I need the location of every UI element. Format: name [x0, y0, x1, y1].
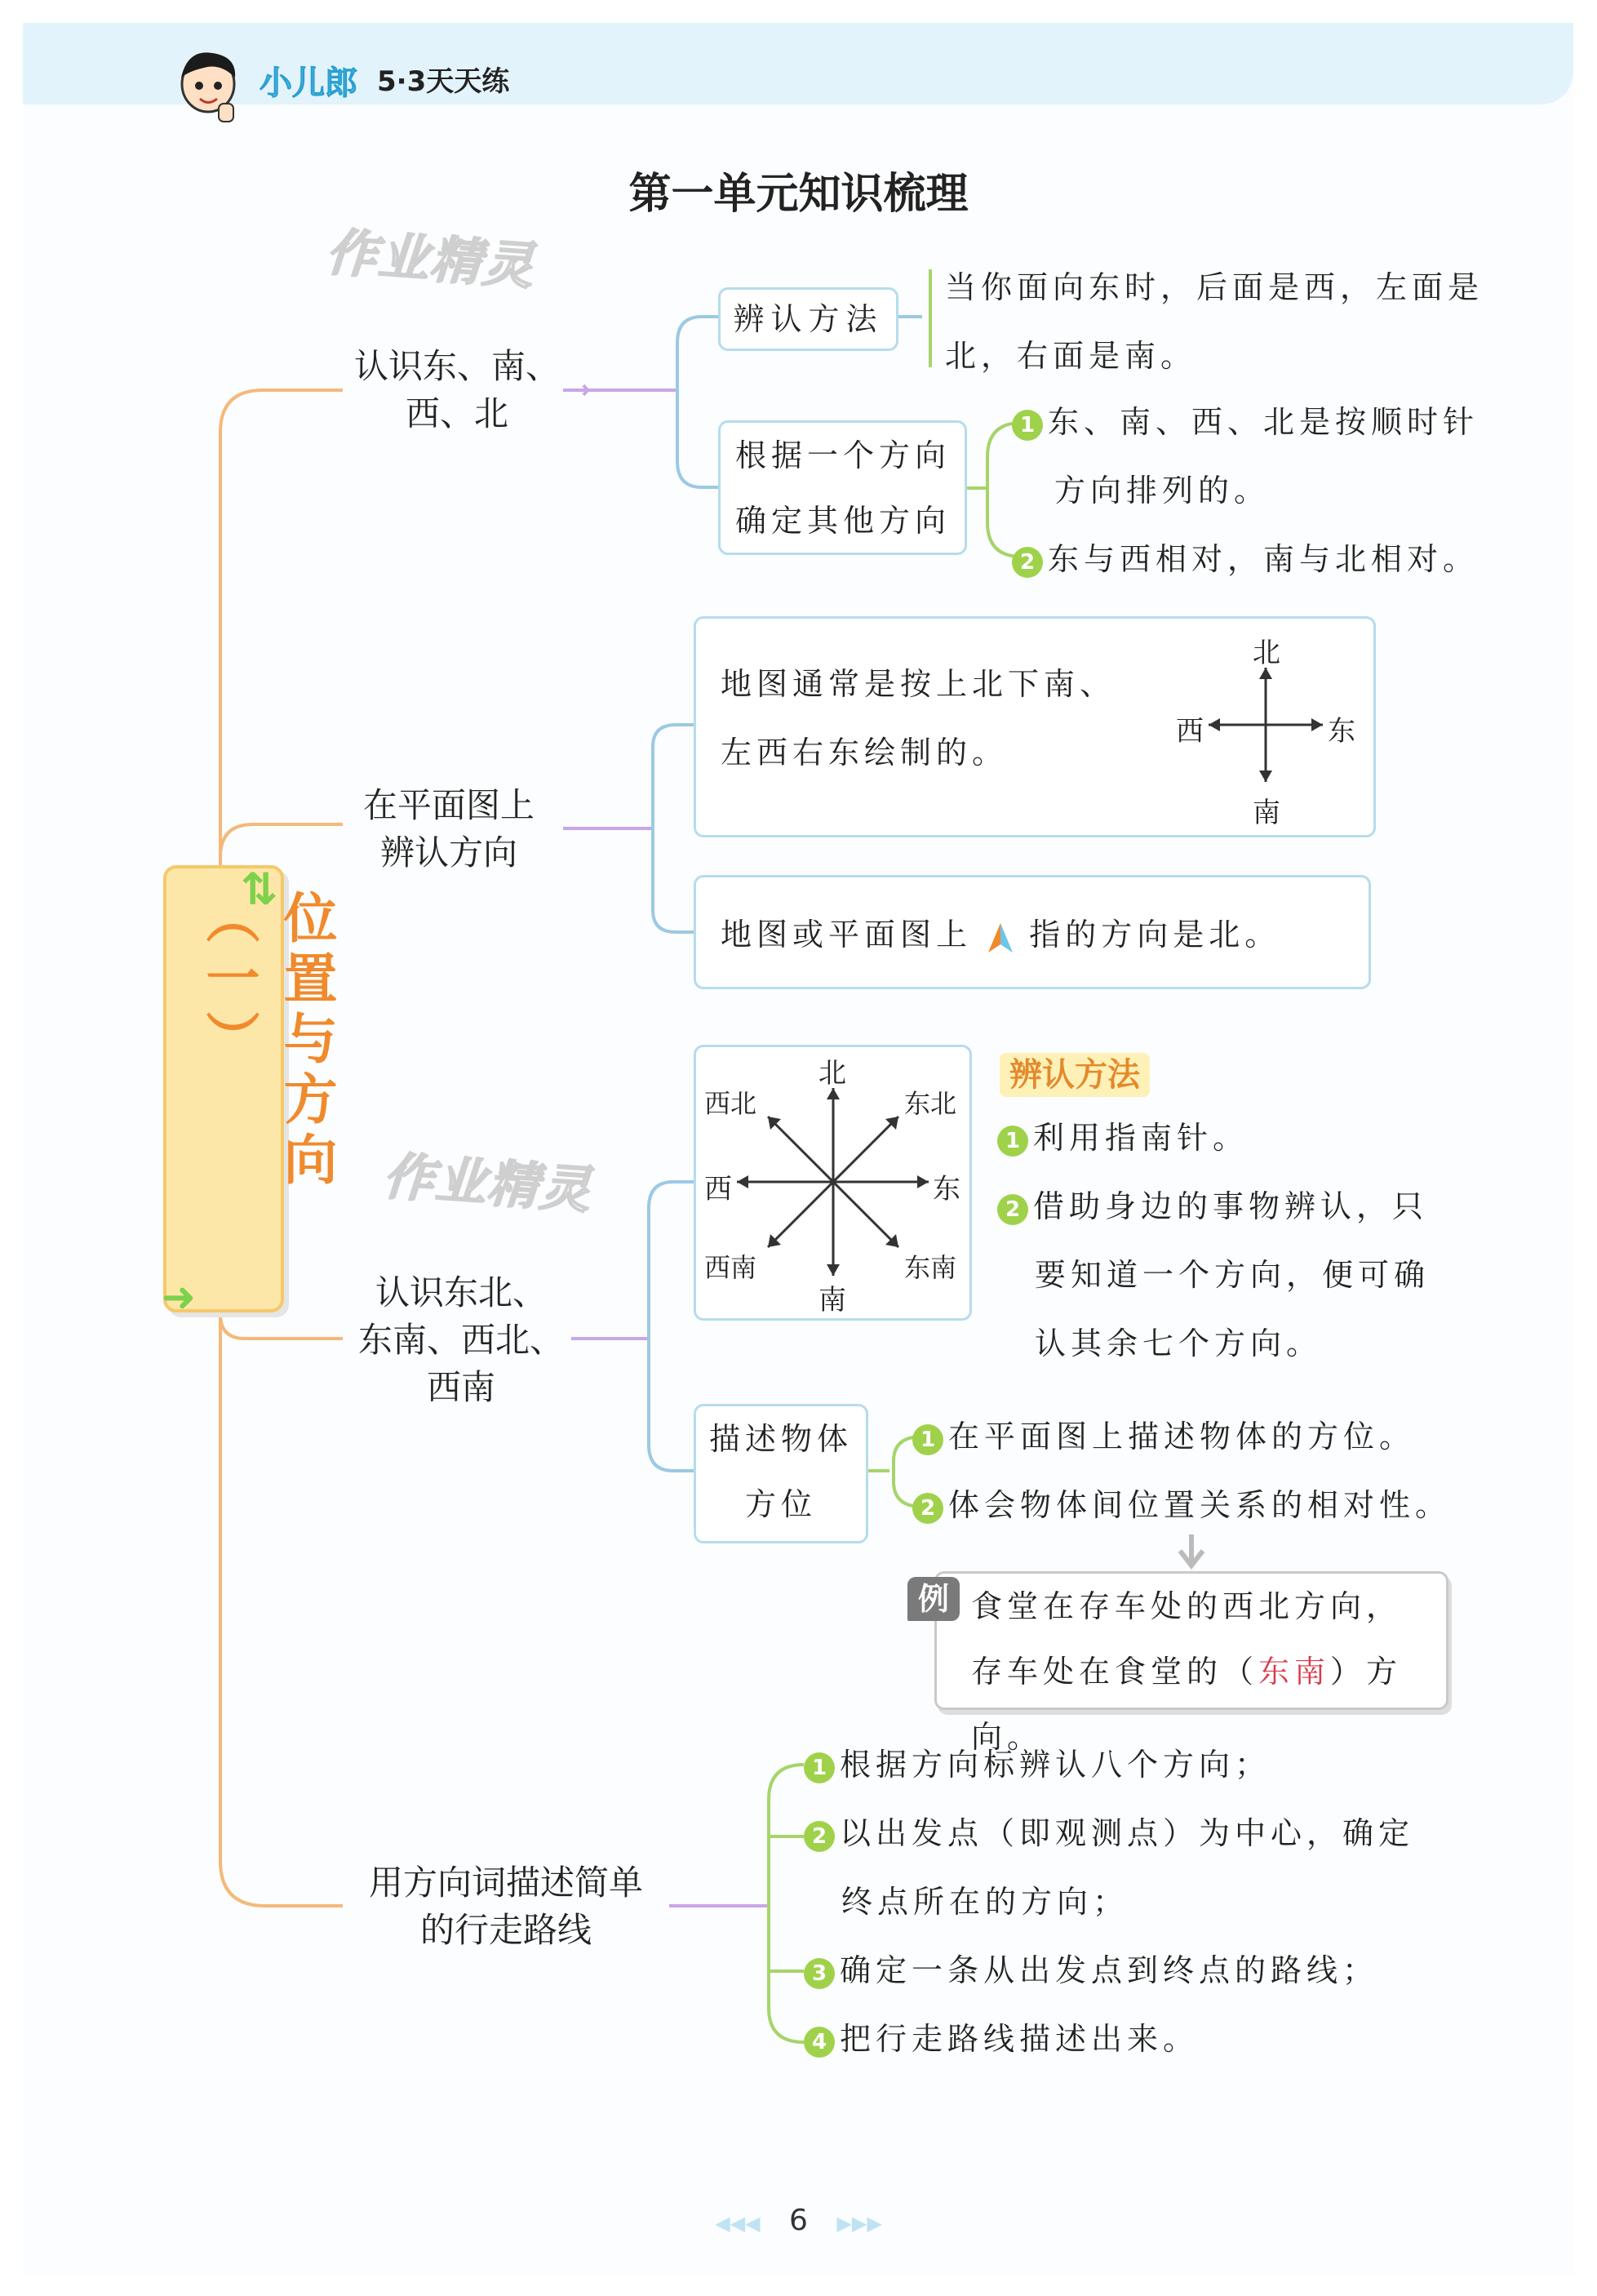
number-badge: 2 [912, 1493, 943, 1524]
method-text: 借助身边的事物辨认，只 [1033, 1188, 1429, 1224]
route-step-text: 终点所在的方向； [841, 1884, 1129, 1920]
branch-label-line: 东南、西北、 [357, 1320, 564, 1360]
branch-label-map [326, 782, 571, 877]
method-title-text: 辨认方法 [1000, 1053, 1150, 1097]
left-arrows-icon: ◀◀◀ [715, 2212, 761, 2235]
branch-label-line: 用方向词描述简单 [368, 1863, 643, 1903]
compass-west: 西 [704, 1173, 732, 1206]
example-text: ）方向。 [971, 1654, 1403, 1755]
branch-label-line: 在平面图上 [362, 785, 535, 825]
determine-direction-box [718, 420, 967, 555]
map-rule-line: 地图通常是按上北下南、 [721, 666, 1116, 702]
method-title [1000, 1049, 1150, 1095]
compass-northeast: 东北 [904, 1088, 957, 1119]
branch-label-line: 认识东、南、 [353, 346, 560, 386]
map-rule-box [694, 616, 1376, 837]
center-topic-box [163, 865, 337, 1312]
example-text: 存车处在食堂的（ [971, 1654, 1259, 1690]
route-step-text: 确定一条从出发点到终点的路线； [840, 1952, 1379, 1988]
number-badge: 4 [804, 2027, 835, 2058]
route-step-text: 以出发点（即观测点）为中心，确定 [840, 1815, 1415, 1851]
point-text: 东、南、西、北是按顺时针 [1048, 404, 1479, 440]
compass-north: 北 [1253, 637, 1280, 669]
series-name: 5·3天天练 [377, 65, 510, 98]
right-arrows-icon: ▶▶▶ [836, 2212, 882, 2235]
page-number: 6 [789, 2204, 808, 2237]
number-badge: 1 [804, 1752, 835, 1783]
brand-logo: 小儿郎 [260, 64, 357, 102]
method-text: 要知道一个方向，便可确 [1035, 1257, 1431, 1293]
compass-north: 北 [818, 1057, 846, 1090]
route-step-text: 把行走路线描述出来。 [840, 2021, 1200, 2057]
number-badge: 1 [912, 1424, 943, 1455]
compass-southeast: 东南 [904, 1252, 957, 1283]
branch-label-line: 西、北 [405, 393, 508, 433]
compass-northwest: 西北 [704, 1088, 757, 1119]
route-step-text: 根据方向标辨认八个方向； [840, 1747, 1271, 1783]
map-rule-text [721, 650, 1145, 787]
number-badge: 2 [804, 1821, 835, 1852]
box-line: 方位 [744, 1486, 817, 1522]
page-number-row [0, 2204, 1597, 2237]
north-arrow-text: 指的方向是北。 [1029, 917, 1281, 953]
branch-label-line: 认识东北、 [375, 1272, 547, 1312]
branch-label-line: 西南 [426, 1367, 495, 1407]
example-tag: 例 [907, 1577, 960, 1621]
number-badge: 1 [997, 1126, 1028, 1157]
box-line: 确定其他方向 [735, 503, 952, 539]
compass-south: 南 [818, 1284, 846, 1317]
method-text-line: 北，右面是南。 [945, 338, 1197, 374]
north-arrow-box [694, 875, 1371, 989]
branch-label-line: 辨认方向 [379, 833, 517, 873]
compass-east: 东 [1328, 715, 1355, 748]
method-text: 利用指南针。 [1033, 1120, 1249, 1156]
branch-label-nsew [343, 343, 571, 437]
method-label: 辨认方法 [733, 301, 884, 337]
method-box [718, 287, 898, 351]
compass-south: 南 [1253, 797, 1280, 829]
method-text [945, 253, 1565, 390]
north-arrow-text: 地图或平面图上 [721, 917, 973, 953]
number-badge: 2 [1012, 547, 1043, 578]
point-list [1012, 388, 1567, 593]
describe-text: 在平面图上描述物体的方位。 [948, 1419, 1416, 1454]
branch-label-8dir [343, 1269, 579, 1411]
north-arrow-icon [987, 922, 1014, 954]
center-topic: 位置与方向（一） [197, 890, 337, 1192]
method-list [997, 1104, 1568, 1378]
describe-text: 体会物体间位置关系的相对性。 [948, 1487, 1452, 1523]
describe-box [694, 1404, 868, 1543]
compass-southwest: 西南 [704, 1252, 757, 1283]
number-badge: 1 [1012, 410, 1043, 441]
method-text: 认其余七个方向。 [1035, 1326, 1323, 1361]
route-steps [804, 1730, 1571, 2073]
arrow-right-icon: ➜ [162, 1273, 196, 1321]
arrow-up-down-icon: ⇅ [241, 864, 278, 915]
box-line: 描述物体 [708, 1421, 853, 1457]
describe-list [912, 1402, 1565, 1539]
branch-label-line: 的行走路线 [419, 1910, 592, 1950]
point-text: 东与西相对，南与北相对。 [1048, 541, 1479, 577]
watermark: 作业精灵 [324, 222, 537, 296]
watermark: 作业精灵 [381, 1146, 594, 1220]
number-badge: 2 [997, 1194, 1028, 1225]
map-rule-line: 左西右东绘制的。 [721, 735, 1009, 771]
page-title: 第一单元知识梳理 [628, 170, 969, 219]
branch-label-route [343, 1859, 669, 1954]
example-box [934, 1571, 1448, 1755]
point-text: 方向排列的。 [1054, 473, 1271, 508]
box-line: 根据一个方向 [735, 437, 952, 473]
compass-east: 东 [933, 1173, 960, 1206]
example-text: 食堂在存车处的西北方向， [971, 1588, 1403, 1624]
compass-8-box [694, 1045, 972, 1321]
example-answer: 东南 [1258, 1654, 1331, 1690]
method-text-line: 当你面向东时，后面是西，左面是 [945, 269, 1484, 305]
compass-west: 西 [1176, 715, 1204, 748]
number-badge: 3 [804, 1958, 835, 1989]
